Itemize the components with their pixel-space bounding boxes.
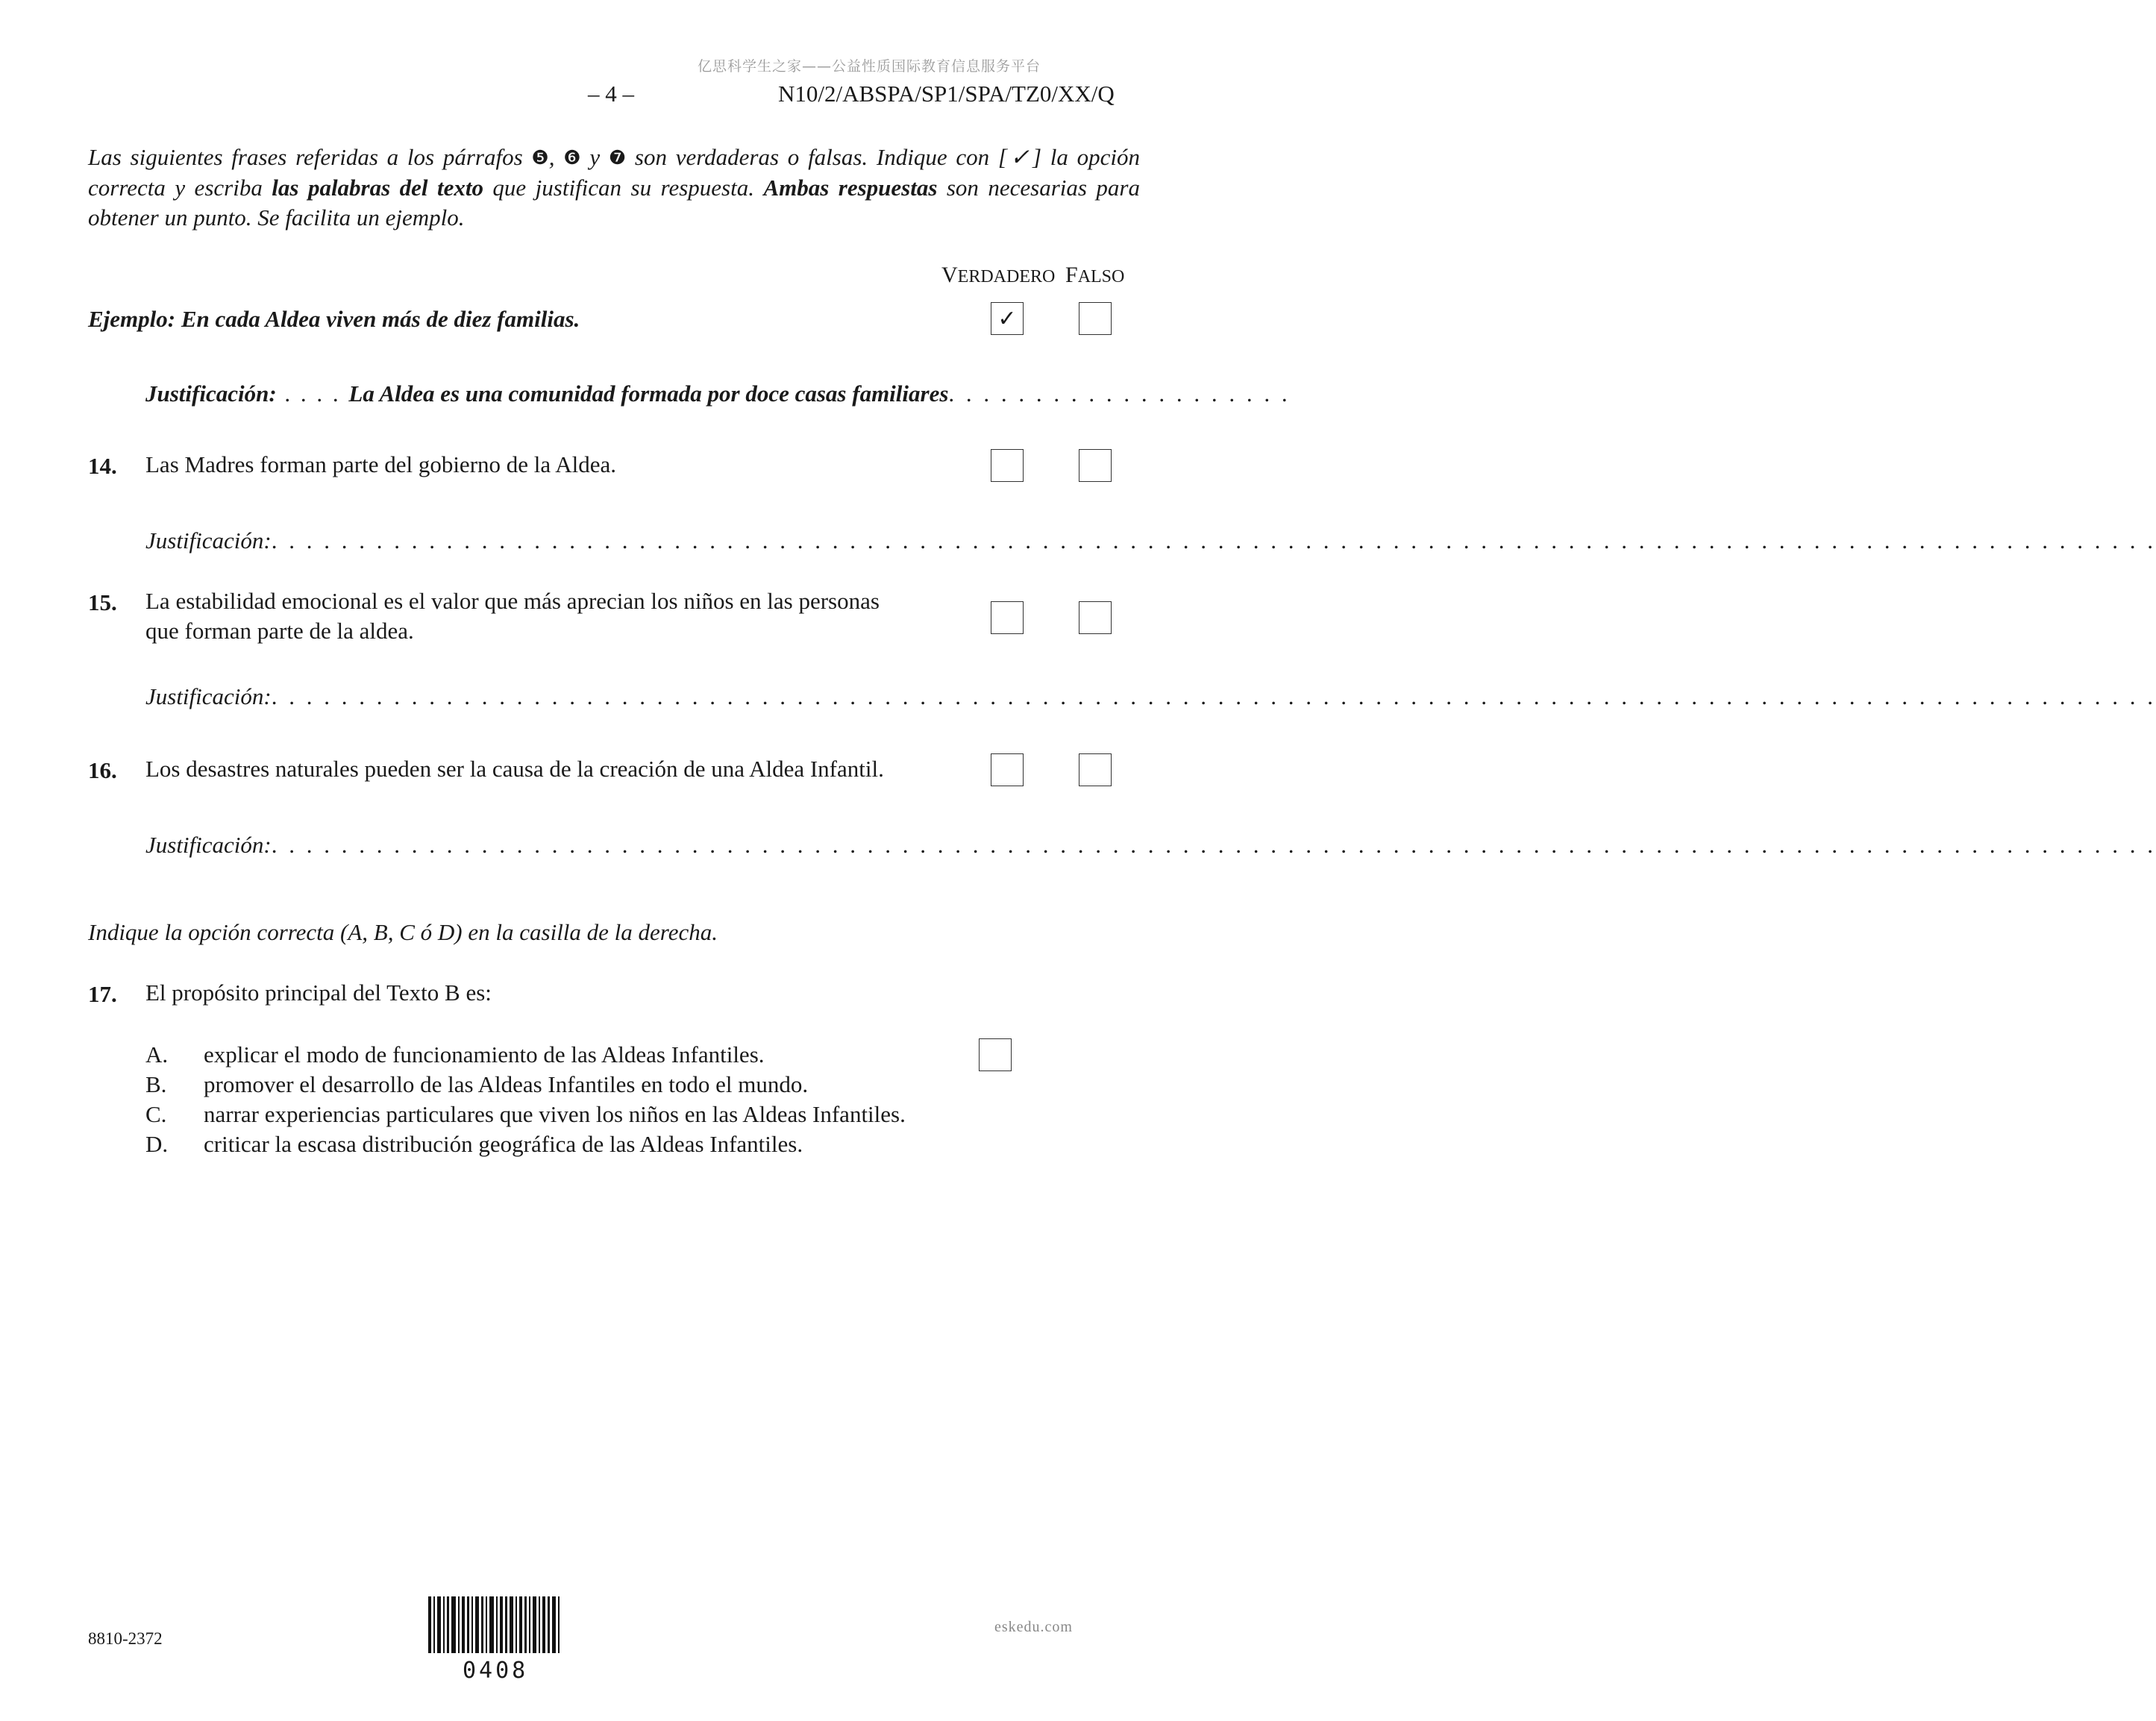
question-15-text: La estabilidad emocional es el valor que más aprecian los niños en las personas que forman parte de la aldea. (145, 588, 880, 644)
barcode-number: 0408 (463, 1658, 529, 1684)
justification-label: Justificación: (145, 832, 272, 858)
justification-dots: . . . . . . . . . . . . . . . . . . . . (948, 380, 1291, 407)
paper-code: N10/2/ABSPA/SP1/SPA/TZ0/XX/Q (778, 81, 1115, 107)
question-14-text: Las Madres forman parte del gobierno de la Aldea. (145, 451, 616, 477)
option-d: D. criticar la escasa distribución geográfica de las Aldeas Infantiles. (145, 1131, 803, 1157)
justification-label: Justificación: (145, 380, 277, 407)
question-15-true-checkbox[interactable] (991, 601, 1024, 634)
question-16-false-checkbox[interactable] (1079, 753, 1112, 786)
falso-header: FALSO (1065, 263, 1125, 287)
example-statement: Ejemplo: En cada Aldea viven más de diez familias. (88, 306, 580, 332)
true-false-instructions: Las siguientes frases referidas a los párrafos ❺, ❻ y ❼ son verdaderas o falsas. Indique con [✓] la opción correcta y escriba las palabras del texto que justifican su respuesta. Ambas respuestas son necesarias para obtener un punto. Se facilita un ejemplo. (88, 144, 1141, 231)
question-16-true-checkbox[interactable] (991, 753, 1024, 786)
question-17-number: 17. (88, 981, 117, 1007)
example-false-checkbox (1079, 302, 1112, 335)
question-17-answer-box[interactable] (979, 1038, 1012, 1071)
justification-label: Justificación: (145, 683, 272, 709)
page-number: – 4 – (588, 81, 634, 107)
question-16-number: 16. (88, 757, 117, 783)
question-14-false-checkbox[interactable] (1079, 449, 1112, 482)
example-true-checkbox: ✓ (991, 302, 1024, 335)
paragraph-5-marker: ❺ (531, 147, 549, 169)
example-justification (145, 380, 1291, 407)
paragraph-6-marker: ❻ (563, 147, 581, 169)
question-16-justification[interactable] (145, 832, 2156, 859)
question-16-text: Los desastres naturales pueden ser la causa de la creación de una Aldea Infantil. (145, 756, 884, 782)
question-14-number: 14. (88, 453, 117, 479)
question-14-true-checkbox[interactable] (991, 449, 1024, 482)
question-15-false-checkbox[interactable] (1079, 601, 1112, 634)
question-15-justification[interactable] (145, 683, 2156, 710)
question-17-stem: El propósito principal del Texto B es: (145, 979, 492, 1006)
watermark-text: 亿思科学生之家——公益性质国际教育信息服务平台 (698, 58, 1041, 75)
example-justification-text: La Aldea es una comunidad formada por doce casas familiares (348, 380, 949, 407)
verdadero-header: VERDADERO (941, 263, 1056, 287)
option-c: C. narrar experiencias particulares que viven los niños en las Aldeas Infantiles. (145, 1101, 906, 1127)
justification-label: Justificación: (145, 527, 272, 554)
question-14-justification[interactable] (145, 527, 2156, 554)
option-b: B. promover el desarrollo de las Aldeas Infantiles en todo el mundo. (145, 1071, 809, 1097)
site-watermark: eskedu.com (994, 1619, 1073, 1635)
exam-code: 8810-2372 (88, 1629, 163, 1648)
justification-dots: . . . . . . . . . . . . . . . . . . . . . . . . . . . . . . . . . . . . . . . . . . . . . . . . . . . . . . . . . . . . . . . . . . . . . . . . . . . . . . . . . . . . . . . . . . . . . . . . . . . . . . . . . . . . (271, 683, 2156, 709)
paragraph-7-marker: ❼ (608, 147, 627, 169)
option-a: A. explicar el modo de funcionamiento de las Aldeas Infantiles. (145, 1041, 765, 1068)
justification-dots: . . . . . . . . . . . . . . . . . . . . . . . . . . . . . . . . . . . . . . . . . . . . . . . . . . . . . . . . . . . . . . . . . . . . . . . . . . . . . . . . . . . . . . . . . . . . . . . . . . . . . . . . . . . . (271, 527, 2156, 554)
justification-dots: . . . . . . . . . . . . . . . . . . . . . . . . . . . . . . . . . . . . . . . . . . . . . . . . . . . . . . . . . . . . . . . . . . . . . . . . . . . . . . . . . . . . . . . . . . . . . . . . . . . . . . . . . . . . (271, 832, 2156, 858)
question-15-number: 15. (88, 589, 117, 615)
multiple-choice-instructions: Indique la opción correcta (A, B, C ó D) en la casilla de la derecha. (88, 919, 718, 945)
barcode (428, 1596, 567, 1653)
justification-lead-dots: . . . . (276, 380, 349, 407)
